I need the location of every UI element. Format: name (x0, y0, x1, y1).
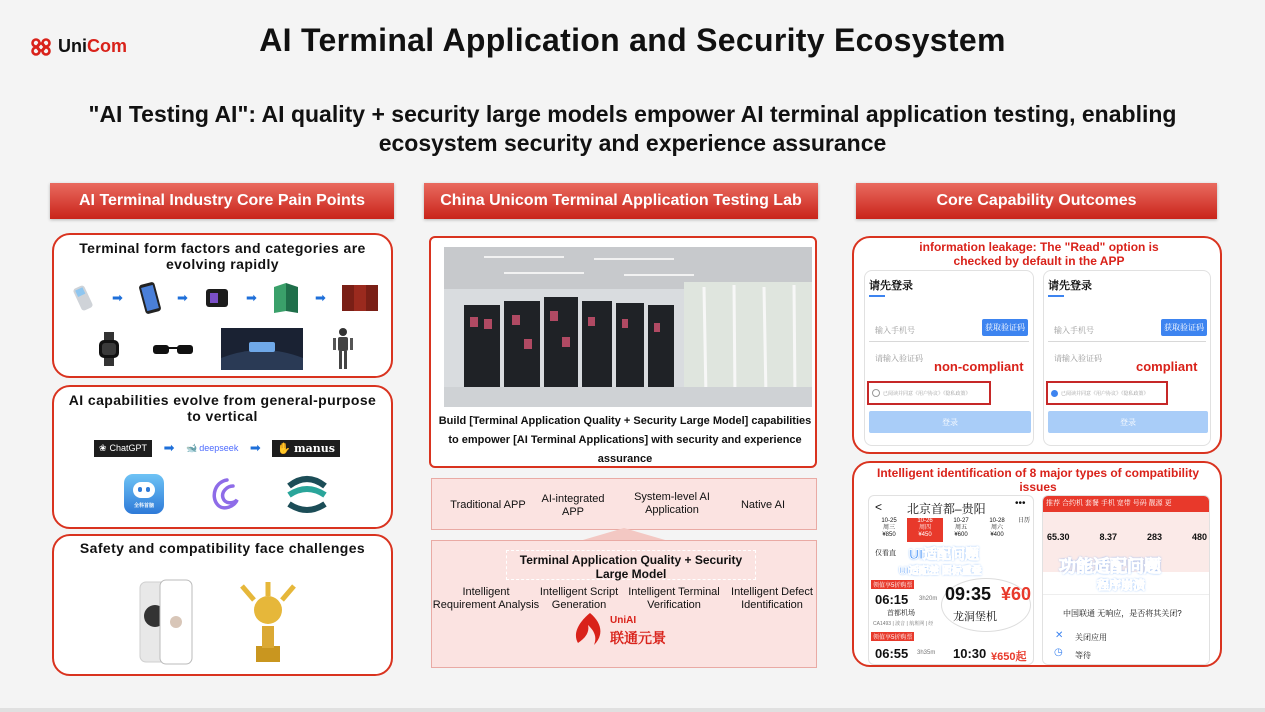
get-code-button[interactable]: 获取验证码 (982, 319, 1028, 336)
flip-phone-icon (202, 283, 232, 313)
date-strip (871, 518, 1033, 542)
smartphone-icon (137, 281, 163, 315)
date-tab[interactable]: 10-28 周六 ¥400 (989, 518, 1005, 538)
compatibility-title: Intelligent identification of 8 major types of compatibility issues (876, 466, 1200, 494)
ai-capability-title: AI capabilities evolve from general-purpose to vertical (68, 392, 377, 424)
stat-points: 480 (1191, 532, 1207, 542)
zoom-time: 09:35 (945, 584, 992, 604)
compatibility-card (852, 461, 1222, 667)
lab-caption: Build [Terminal Application Quality + Security Large Model] capabilities to empower [AI Terminal Applications] with security and experience assurance (438, 415, 812, 465)
date-tab[interactable]: 10-25 周三 ¥850 (881, 518, 897, 538)
unicom-logo (28, 36, 127, 57)
stat-data: 8.37 (1099, 532, 1118, 542)
phone-input[interactable]: 输入手机号 (1054, 326, 1094, 335)
page-title: AI Terminal Application and Security Ecosystem (259, 22, 1006, 58)
feature-phone-icon (68, 283, 98, 313)
filter-direct[interactable]: 仅看直 (875, 550, 896, 557)
function-defect-identification: Intelligent Defect Identification (731, 586, 813, 611)
smart-glasses-icon (151, 339, 195, 359)
footer-bar (0, 708, 1265, 712)
page-subtitle (20, 100, 1245, 158)
openai-icon: ❀ (99, 442, 107, 453)
chatgpt-badge: ❀ ChatGPT (94, 440, 152, 457)
deepseek-badge: 🐋 deepseek (186, 442, 239, 453)
unicom-knot-icon (28, 37, 54, 57)
ai-devices-row (94, 327, 356, 371)
flight-app-screenshot (868, 495, 1034, 665)
model-evolution-row (94, 438, 340, 458)
phone-input[interactable]: 输入手机号 (875, 326, 915, 335)
date-tab-selected[interactable]: 10-26 周四 ¥450 (907, 518, 943, 542)
safety-challenge-title: Safety and compatibility face challenges (79, 540, 366, 556)
compliant-label: compliant (1136, 359, 1198, 374)
duration: 3h20m (919, 596, 938, 602)
airport: 首都机场 (887, 610, 915, 617)
assistant-app-icon (124, 474, 164, 514)
flight-info: CA1493 | 波音 | 航班网 | 经 (873, 621, 934, 627)
agreement-text: 已阅读并同意《用户协议》《隐私政策》 (883, 390, 971, 397)
function-terminal-verification: Intelligent Terminal Verification (628, 586, 720, 611)
wave-app-icon (285, 474, 329, 514)
clock-icon[interactable]: ◷ (1054, 647, 1063, 658)
login-screen-non-compliant (864, 270, 1034, 446)
swirl-app-icon (205, 474, 245, 514)
anr-dialog (1043, 594, 1210, 665)
leakage-card (852, 236, 1222, 454)
device-evolution-row (68, 279, 380, 317)
fold-phone-icon (271, 281, 301, 315)
checked-radio-icon[interactable] (1051, 390, 1058, 397)
login-screen-compliant (1043, 270, 1211, 446)
app-type-ai-integrated: AI-integrated APP (541, 493, 605, 518)
app-type-traditional: Traditional APP (450, 499, 526, 511)
uniai-flame-icon (572, 611, 606, 647)
deal-banner: 领值享5折购票 (871, 580, 914, 589)
login-title: 请先登录 (869, 280, 913, 292)
zoom-price: ¥60 (1001, 584, 1032, 604)
function-script-generation: Intelligent Script Generation (539, 586, 619, 611)
arrow-icon: ➡ (246, 290, 257, 305)
outcomes-heading: Core Capability Outcomes (856, 183, 1217, 219)
humanoid-robot-icon (330, 327, 356, 371)
function-requirement-analysis: Intelligent Requirement Analysis (432, 586, 540, 611)
ai-capability-card (52, 385, 393, 529)
duration-2: 3h35m (917, 650, 936, 656)
arrow-icon: ➡ (249, 440, 261, 455)
lab-photo (444, 247, 812, 407)
stat-balance: 65.30 (1047, 532, 1070, 542)
car-cockpit-icon (221, 328, 303, 370)
agreement-row-unchecked (867, 381, 991, 405)
unicom-app-screenshot (1042, 495, 1210, 665)
unchecked-radio-icon[interactable] (872, 389, 880, 397)
close-icon[interactable]: ✕ (1055, 630, 1064, 641)
lab-heading: China Unicom Terminal Application Testing Lab (424, 183, 818, 219)
non-compliant-label: non-compliant (934, 359, 1024, 374)
deal-banner: 领值享5折购票 (871, 632, 914, 641)
smartwatch-icon (94, 332, 124, 366)
login-button[interactable]: 登录 (869, 411, 1031, 433)
price: ¥650起 (991, 651, 1027, 663)
tri-fold-phone-icon (340, 282, 380, 314)
vertical-apps-row (124, 473, 329, 515)
app-types-band (431, 478, 817, 530)
stat-minutes: 283 (1146, 532, 1162, 542)
calendar-button[interactable]: 日历 (1017, 518, 1030, 524)
agreement-row-checked (1046, 381, 1168, 405)
wait-option[interactable]: 等待 (1075, 651, 1091, 660)
form-factor-title: Terminal form factors and categories are evolving rapidly (79, 240, 366, 272)
lab-card (429, 236, 817, 468)
function-issue-label: 功能适配问题 (1059, 557, 1161, 576)
depart-time-2: 06:55 (875, 646, 909, 661)
route-title: 北京首都–贵阳 (907, 502, 986, 516)
assistant-app-label: 全科首脑 (133, 503, 154, 509)
depart-time: 06:15 (875, 592, 909, 607)
form-factor-card (52, 233, 393, 378)
login-title: 请先登录 (1048, 280, 1092, 292)
app-type-native-ai: Native AI (740, 499, 786, 511)
login-button[interactable]: 登录 (1048, 411, 1208, 433)
leakage-title: information leakage: The "Read" option is checked by default in the APP (919, 240, 1159, 268)
close-app-option[interactable]: 关闭应用 (1075, 633, 1107, 642)
agreement-text: 已阅读并同意《用户协议》《隐私政策》 (1061, 390, 1149, 397)
zoom-dest: 龙洞堡机 (953, 611, 997, 623)
phone-device-icon (138, 578, 198, 668)
arrow-icon: ➡ (112, 290, 123, 305)
crash-label: 程序崩溃 (1097, 578, 1146, 592)
whale-icon: 🐋 (186, 442, 198, 453)
code-input[interactable]: 请输入验证码 (1054, 354, 1102, 363)
trophy-icon (238, 580, 298, 666)
model-band (431, 540, 817, 668)
anr-message: 中国联通 无响应，是否将其关闭? (1063, 609, 1182, 618)
arrive-time: 10:30 (953, 646, 987, 661)
back-icon[interactable]: < (875, 500, 883, 514)
arrow-icon: ➡ (177, 290, 188, 305)
logo-text: UniCom (58, 36, 127, 56)
account-stats (1047, 532, 1207, 542)
app-type-system-level: System-level AI Application (634, 491, 710, 516)
manus-badge: ✋ manus (272, 440, 340, 457)
safety-challenge-card (52, 534, 393, 676)
date-tab[interactable]: 10-27 周五 ¥600 (953, 518, 969, 538)
pain-points-heading: AI Terminal Industry Core Pain Points (50, 183, 394, 219)
uniai-brand-cn: 联通元景 (610, 630, 666, 646)
ui-issue-sublabel: UI适配差 图标重叠 (899, 566, 982, 577)
arrow-icon: ➡ (163, 440, 175, 455)
get-code-button[interactable]: 获取验证码 (1161, 319, 1207, 336)
subtitle-line-2: ecosystem security and experience assurance (378, 130, 887, 156)
manus-hand-icon: ✋ (277, 441, 292, 455)
arrow-icon: ➡ (315, 290, 326, 305)
subtitle-line-1: "AI Testing AI": AI quality + security large models empower AI terminal application testing, enabling (88, 101, 1177, 127)
model-title: Terminal Application Quality + Security Large Model (506, 550, 756, 580)
ui-issue-label: UI适配问题 (909, 546, 979, 562)
uniai-brand: UniAI (610, 615, 637, 626)
code-input[interactable]: 请输入验证码 (875, 354, 923, 363)
more-icon[interactable]: ••• (1015, 498, 1026, 509)
category-tabs[interactable]: 推荐 合约机 套餐 手机 宽带 号码 靓源 更 (1043, 496, 1210, 512)
